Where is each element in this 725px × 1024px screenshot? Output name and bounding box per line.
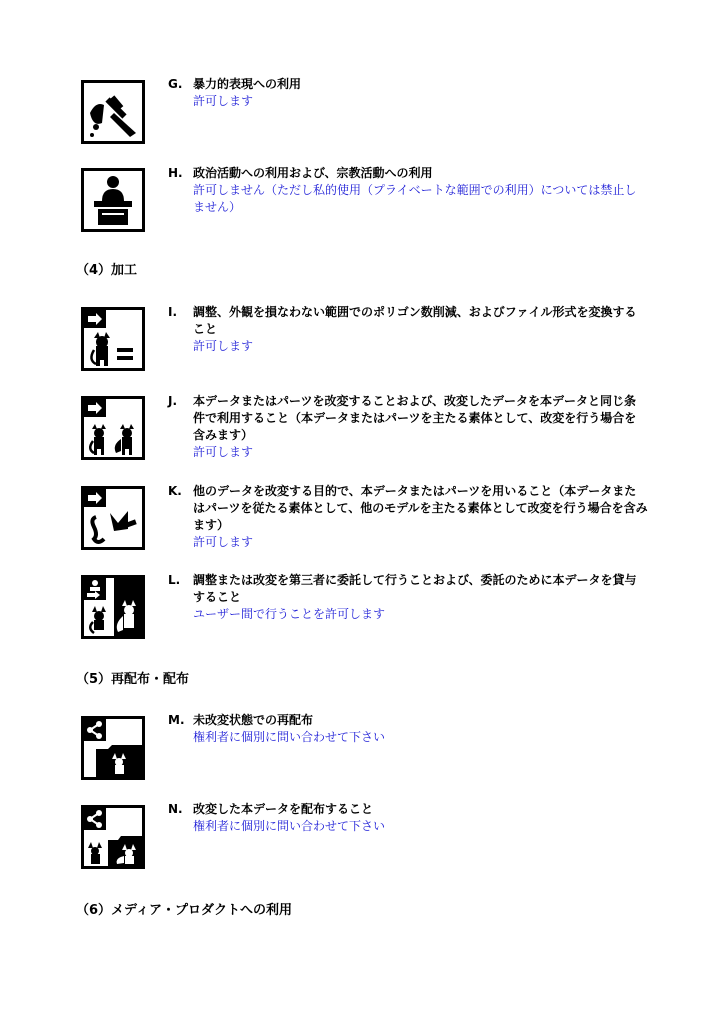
item-title: 未改変状態での再配布: [193, 713, 314, 727]
item-title: 政治活動への利用および、宗教活動への利用: [193, 166, 433, 180]
knife-blood-icon: [81, 80, 145, 144]
item-answer: 許可しません（ただし私的使用（プライベートな範囲での利用）については禁止しません）: [193, 183, 637, 214]
item-title: 暴力的表現への利用: [193, 77, 302, 91]
item-letter: G.: [168, 77, 183, 91]
cat-modify-icon: [81, 396, 145, 460]
item-title: 改変した本データを配布すること: [193, 802, 374, 816]
section-heading-redistribution: （5）再配布・配布: [76, 672, 190, 687]
item-letter: I.: [168, 305, 178, 319]
item-title: 調整または改変を第三者に委託して行うことおよび、委託のために本データを貸与すること: [193, 573, 637, 604]
item-letter: K.: [168, 484, 182, 498]
item-title: 本データまたはパーツを改変することおよび、改変したデータを本データと同じ条件で利用すること（本データまたはパーツを主たる素体として、改変を行う場合を含みます）: [193, 394, 637, 442]
item-answer: 許可します: [193, 94, 254, 108]
item-answer: 権利者に個別に問い合わせて下さい: [193, 819, 386, 833]
section-heading-processing: （4）加工: [76, 263, 138, 278]
item-letter: M.: [168, 713, 185, 727]
section-heading-media-product: （6）メディア・プロダクトへの利用: [76, 903, 293, 918]
share-folder-icon: [81, 716, 145, 780]
item-answer: 許可します: [193, 339, 254, 353]
delegate-icon: [81, 575, 145, 639]
podium-speaker-icon: [81, 168, 145, 232]
item-letter: J.: [168, 394, 178, 408]
share-modified-icon: [81, 805, 145, 869]
item-answer: 権利者に個別に問い合わせて下さい: [193, 730, 386, 744]
cat-equals-icon: [81, 307, 145, 371]
item-title: 他のデータを改変する目的で、本データまたはパーツを用いること（本データまたはパーツを従たる素体として、他のモデルを主たる素体として改変を行う場合を含みます）: [193, 484, 648, 532]
item-letter: L.: [168, 573, 181, 587]
item-answer: 許可します: [193, 535, 254, 549]
parts-use-icon: [81, 486, 145, 550]
item-letter: H.: [168, 166, 183, 180]
item-title: 調整、外観を損なわない範囲でのポリゴン数削減、およびファイル形式を変換すること: [193, 305, 637, 336]
item-letter: N.: [168, 802, 183, 816]
item-answer: ユーザー間で行うことを許可します: [193, 607, 386, 621]
item-answer: 許可します: [193, 445, 254, 459]
